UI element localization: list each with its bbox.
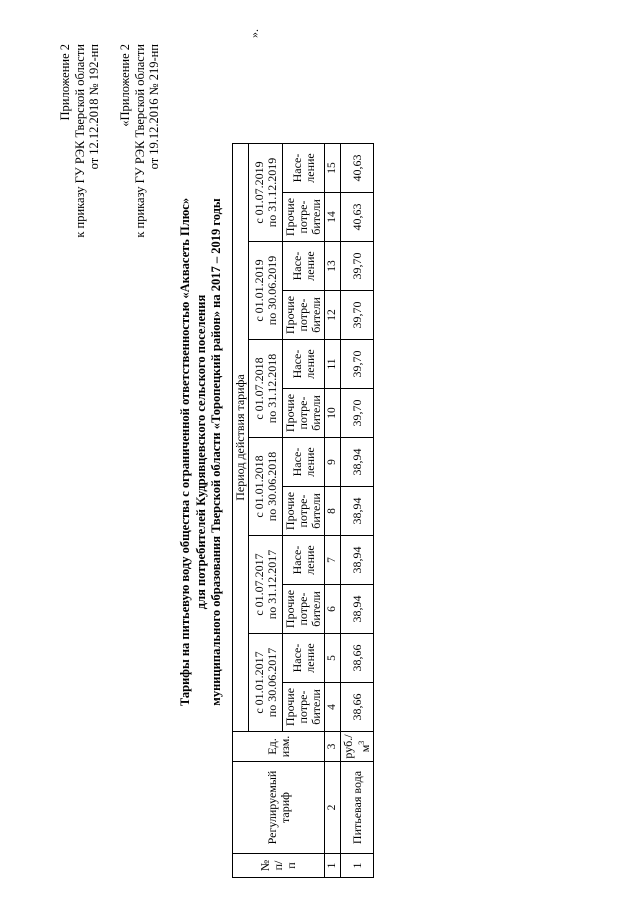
closing-quote-mark: ». [247, 29, 261, 38]
appendix-previous-line3: от 19.12.2016 № 219-нп [147, 44, 161, 170]
consumer-other-text: потре- [296, 396, 310, 430]
consumer-population-text: Насе- [289, 349, 304, 379]
period-to: по 30.06.2017 [264, 647, 279, 718]
tariff-value: 39,70 [341, 389, 374, 438]
tariff-value: 40,63 [341, 144, 374, 193]
column-number: 8 [325, 487, 341, 536]
appendix-current-reference [58, 44, 102, 238]
consumer-population-text: ление [302, 643, 317, 673]
header-population [283, 634, 325, 683]
period-from: с 01.07.2018 [251, 357, 266, 420]
header-other-consumers [283, 683, 325, 732]
consumer-other-text: бители [309, 493, 323, 529]
period-from: с 01.01.2017 [251, 651, 266, 714]
tariff-value: 38,94 [341, 585, 374, 634]
column-number-row [325, 144, 341, 878]
appendix-previous-line1: «Приложение 2 [118, 44, 132, 127]
consumer-other-text: Прочие [283, 491, 297, 531]
header-population [283, 536, 325, 585]
consumer-population-text: Насе- [289, 643, 304, 673]
header-other-consumers [283, 585, 325, 634]
tariff-value: 38,94 [341, 536, 374, 585]
header-period: Период действия тарифа [233, 144, 249, 732]
consumer-population-text: ление [302, 153, 317, 183]
document-title [178, 0, 225, 904]
row-unit-sup: 3 [357, 740, 366, 745]
tariff-value: 38,94 [341, 438, 374, 487]
column-number: 14 [325, 193, 341, 242]
consumer-other-text: бители [309, 297, 323, 333]
consumer-other-text: потре- [296, 200, 310, 234]
consumer-other-text: Прочие [283, 589, 297, 629]
consumer-population-text: ление [302, 447, 317, 477]
tariff-value: 39,70 [341, 340, 374, 389]
period-from: с 01.01.2019 [251, 259, 266, 322]
period-6 [249, 144, 283, 242]
period-from: с 01.07.2017 [251, 553, 266, 616]
column-number: 15 [325, 144, 341, 193]
table-row [341, 144, 374, 878]
period-2 [249, 536, 283, 634]
consumer-population-text: ление [302, 349, 317, 379]
period-to: по 31.12.2019 [264, 157, 279, 228]
period-to: по 31.12.2018 [264, 353, 279, 424]
header-population [283, 144, 325, 193]
tariff-value: 38,94 [341, 487, 374, 536]
period-3 [249, 438, 283, 536]
row-number: 1 [341, 854, 374, 878]
header-other-consumers [283, 389, 325, 438]
tariff-value: 39,70 [341, 291, 374, 340]
column-number: 13 [325, 242, 341, 291]
consumer-other-text: потре- [296, 690, 310, 724]
column-number: 5 [325, 634, 341, 683]
header-other-consumers [283, 487, 325, 536]
column-number: 7 [325, 536, 341, 585]
consumer-population-text: Насе- [289, 251, 304, 281]
consumer-other-text: Прочие [283, 295, 297, 335]
period-from: с 01.07.2019 [251, 161, 266, 224]
row-unit-main: руб./м [341, 734, 372, 759]
consumer-other-text: бители [309, 591, 323, 627]
appendix-current-line3: от 12.12.2018 № 192-нп [87, 44, 101, 170]
consumer-population-text: Насе- [289, 153, 304, 183]
column-number: 3 [325, 732, 341, 762]
period-to: по 30.06.2018 [264, 451, 279, 522]
column-number: 1 [325, 854, 341, 878]
consumer-other-text: бители [309, 689, 323, 725]
tariff-value: 38,66 [341, 683, 374, 732]
consumer-other-text: Прочие [283, 197, 297, 237]
title-line2: для потребителей Кудрявцевского сельского поселения [193, 294, 208, 610]
period-to: по 30.06.2019 [264, 255, 279, 326]
period-from: с 01.01.2018 [251, 455, 266, 518]
consumer-other-text: бители [309, 395, 323, 431]
consumer-population-text: ление [302, 251, 317, 281]
tariff-value: 38,66 [341, 634, 374, 683]
consumer-other-text: Прочие [283, 393, 297, 433]
appendix-previous-reference [118, 44, 162, 238]
header-tariff: Регулируемый тариф [233, 762, 325, 854]
title-line1: Тарифы на питьевую воду общества с ограниченной ответственностью «Аквасеть Плюс» [178, 197, 192, 707]
tariff-table [232, 143, 374, 878]
appendix-current-line1: Приложение 2 [58, 44, 72, 121]
appendix-previous-line2: к приказу ГУ РЭК Тверской области [132, 44, 147, 238]
tariff-value: 40,63 [341, 193, 374, 242]
header-number: № п/ п [233, 854, 325, 878]
header-population [283, 438, 325, 487]
column-number: 2 [325, 762, 341, 854]
appendix-current-line2: к приказу ГУ РЭК Тверской области [72, 44, 87, 238]
column-number: 9 [325, 438, 341, 487]
row-tariff-name: Питьевая вода [341, 762, 374, 854]
column-number: 4 [325, 683, 341, 732]
column-number: 6 [325, 585, 341, 634]
consumer-other-text: потре- [296, 494, 310, 528]
consumer-other-text: потре- [296, 298, 310, 332]
consumer-population-text: Насе- [289, 545, 304, 575]
column-number: 10 [325, 389, 341, 438]
consumer-population-text: ление [302, 545, 317, 575]
consumer-other-text: бители [309, 199, 323, 235]
row-unit [341, 732, 374, 762]
period-4 [249, 340, 283, 438]
column-number: 12 [325, 291, 341, 340]
period-to: по 31.12.2017 [264, 549, 279, 620]
period-1 [249, 634, 283, 732]
consumer-other-text: Прочие [283, 687, 297, 727]
column-number: 11 [325, 340, 341, 389]
header-population [283, 242, 325, 291]
header-population [283, 340, 325, 389]
header-other-consumers [283, 193, 325, 242]
header-other-consumers [283, 291, 325, 340]
consumer-population-text: Насе- [289, 447, 304, 477]
consumer-other-text: потре- [296, 592, 310, 626]
header-unit: Ед. изм. [233, 732, 325, 762]
tariff-value: 39,70 [341, 242, 374, 291]
period-5 [249, 242, 283, 340]
title-line3: муниципального образования Тверской области «Торопецкий район» на 2017 – 2019 годы [209, 198, 223, 706]
